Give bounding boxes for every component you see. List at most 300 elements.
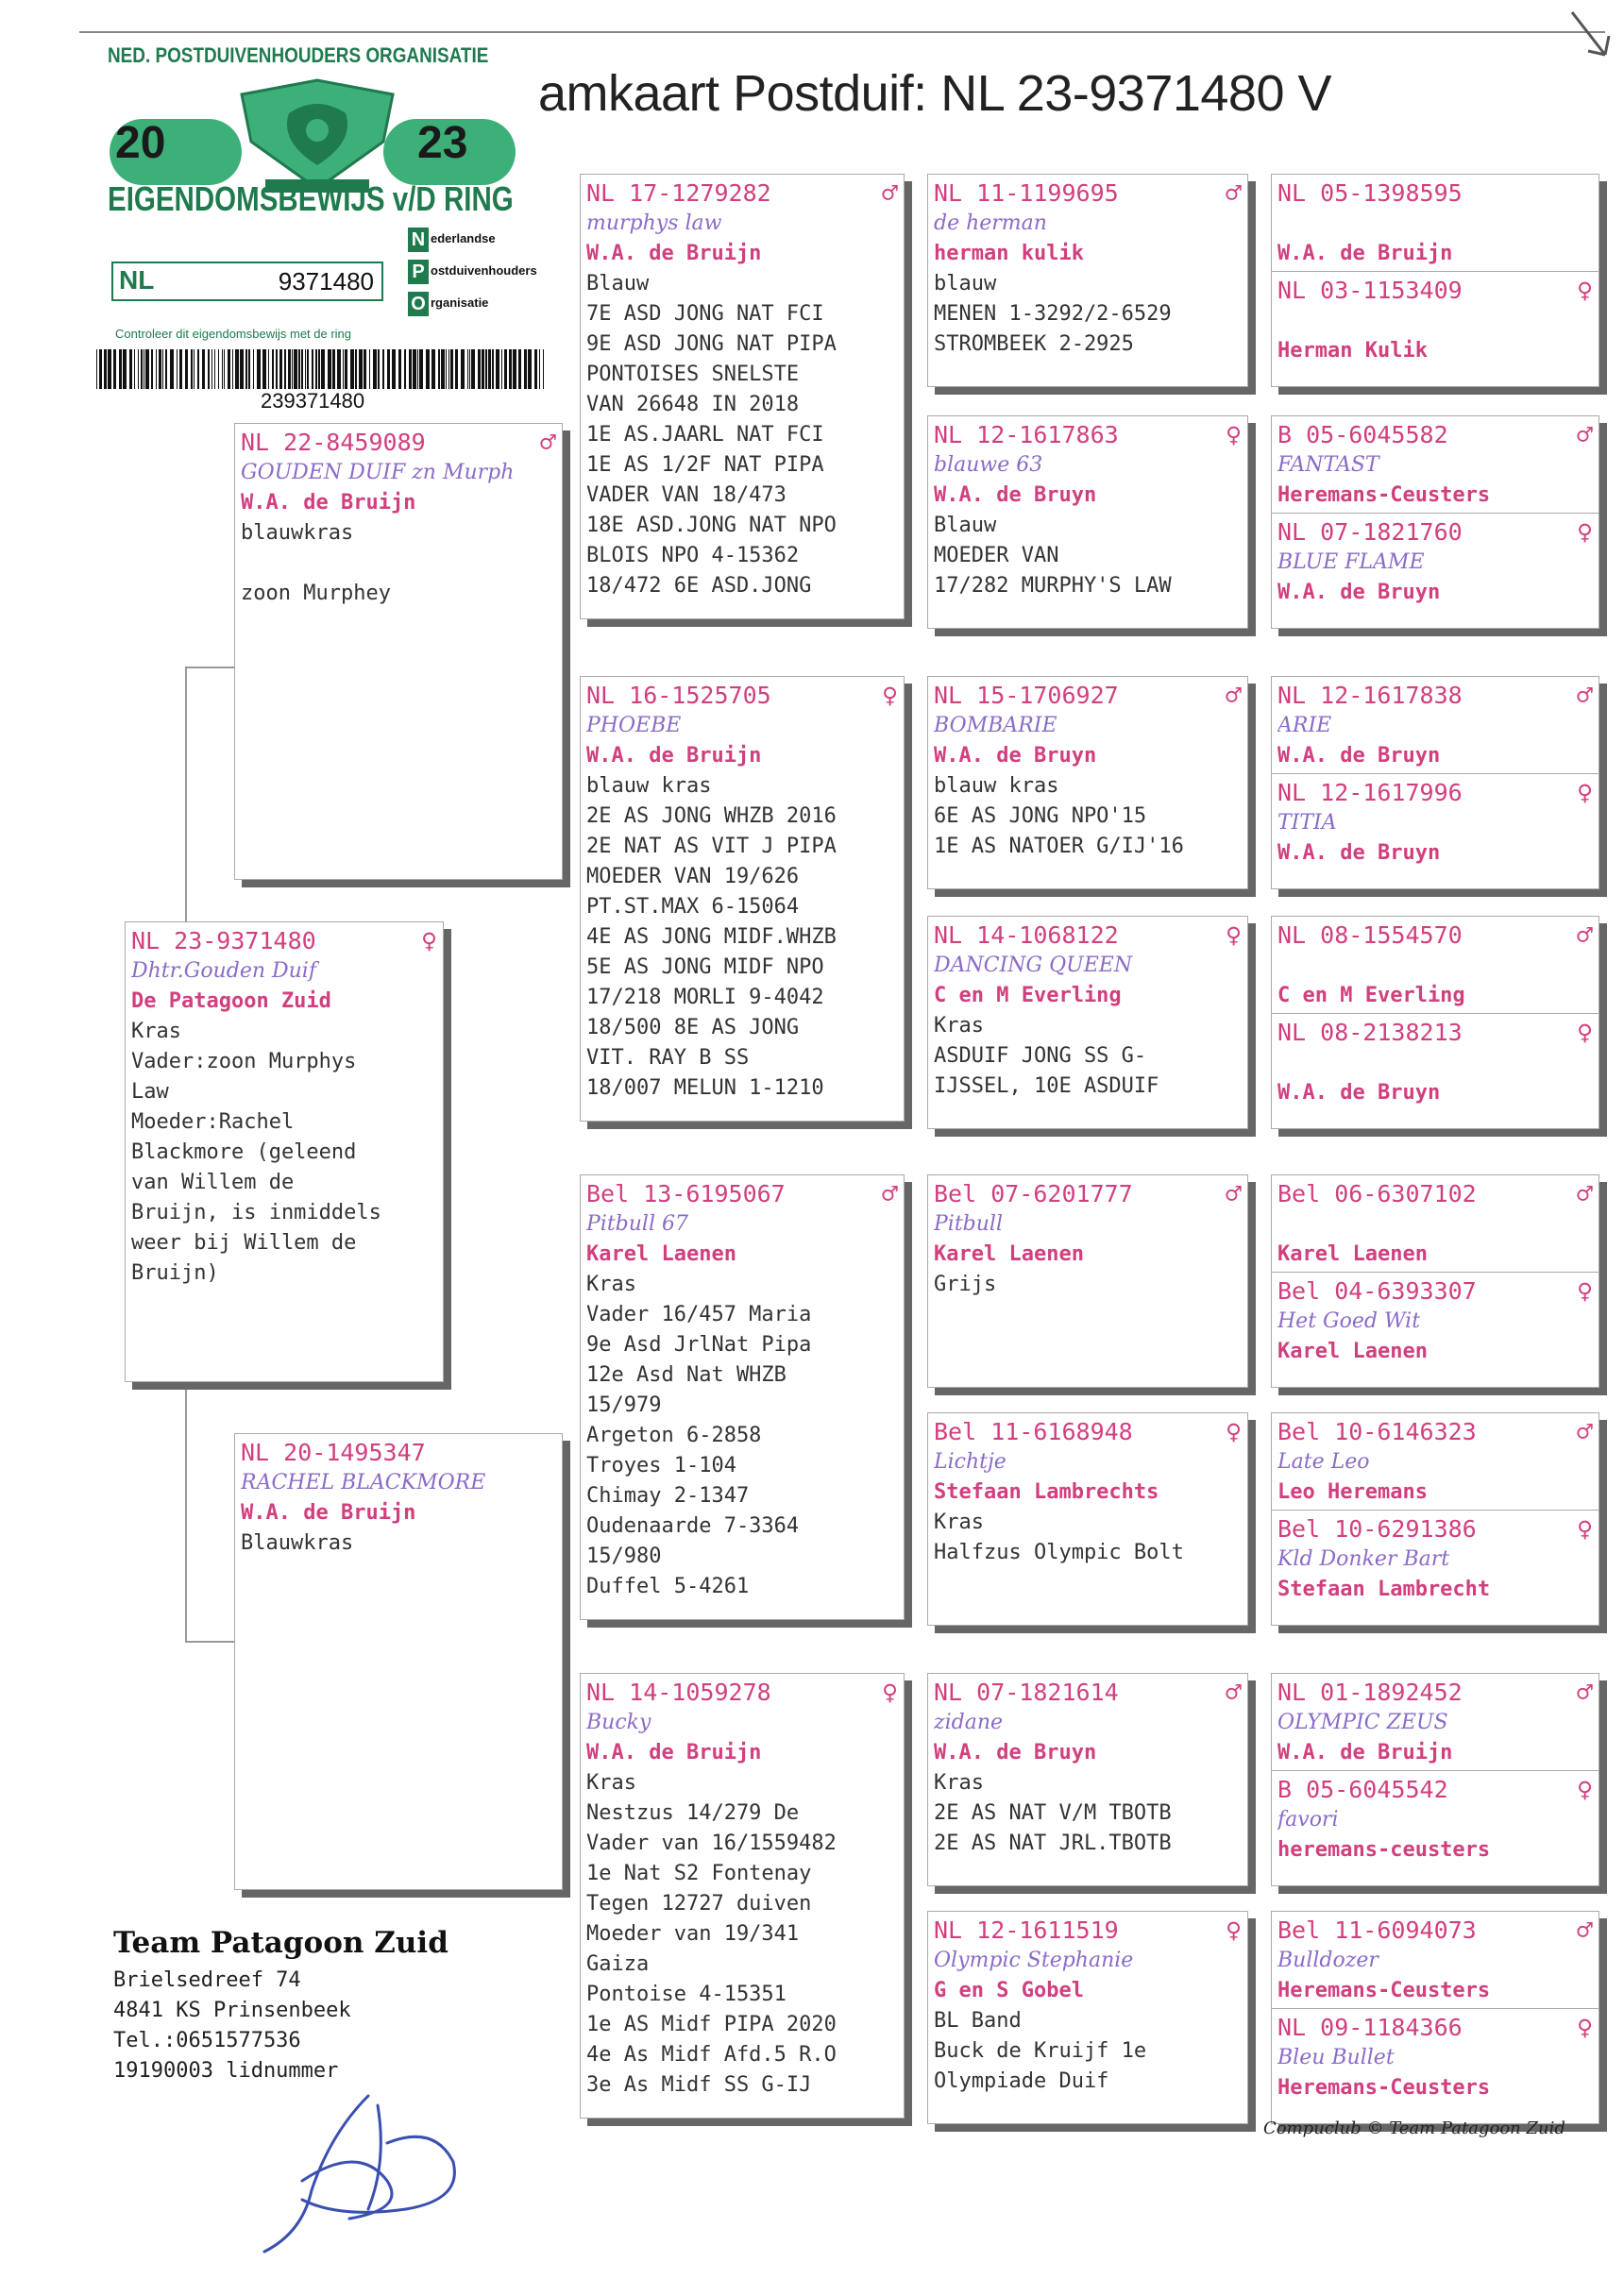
gen4-separator: [1272, 1770, 1599, 1771]
info-line: 15/980: [586, 1545, 662, 1568]
barcode-bar: [113, 349, 116, 389]
info-line: 15/979: [586, 1393, 662, 1417]
breeder-info: [113, 1926, 448, 2086]
barcode-bar: [298, 349, 300, 389]
owner-name: heremans-ceusters: [1277, 1838, 1491, 1862]
info-line: 1E AS NATOER G/IJ'16: [934, 835, 1184, 858]
gen4-sire: [1277, 919, 1593, 1011]
barcode-bar: [138, 349, 139, 389]
info-line: 1E AS.JAARL NAT FCI: [586, 423, 824, 447]
certificate-control-text: Controleer dit eigendomsbewijs met de ring: [115, 327, 352, 341]
ring-line: [934, 1676, 1242, 1708]
owner-name: herman kulik: [934, 242, 1084, 265]
info-line: Kras: [131, 1020, 181, 1043]
info-line: Vader van 16/1559482: [586, 1832, 837, 1855]
info-line: Troyes 1-104: [586, 1454, 736, 1477]
owner-name: W.A. de Bruijn: [586, 242, 762, 265]
spacer: [1277, 209, 1593, 239]
pigeon-name: DANCING QUEEN: [934, 954, 1133, 977]
barcode-bar: [268, 349, 269, 389]
barcode-bar: [134, 349, 135, 389]
sex-symbol: ♀: [1577, 274, 1593, 306]
barcode-bar: [294, 349, 297, 389]
gen4-sire: [1277, 177, 1593, 269]
info-line: BLOIS NPO 4-15362: [586, 544, 800, 567]
barcode-bar: [119, 349, 122, 389]
info-line: 7E ASD JONG NAT FCI: [586, 302, 824, 326]
owner-name: W.A. de Bruyn: [1277, 841, 1441, 865]
owner-name: Herman Kulik: [1277, 339, 1428, 363]
gen4-dam: [1277, 515, 1593, 608]
owner-name: G en S Gobel: [934, 1979, 1084, 2002]
owner-name: Karel Laenen: [1277, 1340, 1428, 1363]
barcode-bar: [129, 349, 132, 389]
barcode-bar: [482, 349, 484, 389]
pedigree-box-gen4: [1271, 1911, 1599, 2124]
barcode-bar: [509, 349, 512, 389]
sex-symbol: ♂: [1226, 679, 1242, 711]
ring-number: Bel 11-6094073: [1277, 1916, 1477, 1944]
info-line: MOEDER VAN: [934, 544, 1059, 567]
spacer: [1277, 1209, 1593, 1240]
sex-symbol: ♀: [1577, 1016, 1593, 1048]
npo-letter-n: N: [408, 228, 429, 252]
owner-name: Stefaan Lambrecht: [1277, 1578, 1491, 1601]
owner-name: Leo Heremans: [1277, 1480, 1428, 1504]
pigeon-name: murphys law: [586, 211, 722, 235]
barcode-bar: [321, 349, 325, 389]
owner-name: C en M Everling: [1277, 984, 1465, 1007]
info-line: Kras: [586, 1273, 636, 1296]
info-line: 18E ASD.JONG NAT NPO: [586, 514, 837, 537]
certificate-country: NL: [119, 265, 155, 295]
pigeon-name: ARIE: [1277, 714, 1332, 737]
ring-number: Bel 11-6168948: [934, 1417, 1133, 1445]
barcode-bar: [469, 349, 470, 389]
barcode-bar: [378, 349, 380, 389]
barcode-bar: [369, 349, 370, 389]
barcode-bar: [534, 349, 537, 389]
ring-number: Bel 04-6393307: [1277, 1276, 1477, 1305]
info-line: 9e Asd JrlNat Pipa: [586, 1333, 812, 1357]
gen4-dam: [1277, 1773, 1593, 1866]
info-line: Kras: [934, 1511, 984, 1534]
info-line: 2E NAT AS VIT J PIPA: [586, 835, 837, 858]
barcode-bar: [392, 349, 396, 389]
ring-line: [1277, 1016, 1593, 1048]
info-line: Oudenaarde 7-3364: [586, 1514, 800, 1538]
npo-line-3: rganisatie: [431, 295, 489, 310]
barcode-bar: [108, 349, 111, 389]
ring-line: [934, 919, 1242, 951]
pedigree-box-dam: [234, 1433, 563, 1890]
barcode-bar: [350, 349, 354, 389]
certificate-year-left: 20: [115, 118, 166, 168]
info-line: 18/472 6E ASD.JONG: [586, 574, 812, 598]
info-line: PONTOISES SNELSTE: [586, 363, 800, 386]
info-line: Blauwkras: [241, 1531, 354, 1555]
pedigree-box-sds: [927, 676, 1248, 889]
barcode-bar: [301, 349, 303, 389]
info-line: Gaiza: [586, 1952, 650, 1976]
ring-number: NL 14-1068122: [934, 920, 1119, 949]
ring-line: [934, 177, 1242, 209]
owner-name: W.A. de Bruyn: [934, 744, 1097, 768]
barcode-bar: [99, 349, 102, 389]
owner-name: Heremans-Ceusters: [1277, 1979, 1491, 2002]
pigeon-name: PHOEBE: [586, 714, 682, 737]
ring-number: Bel 06-6307102: [1277, 1179, 1477, 1207]
spacer: [1277, 951, 1593, 981]
ring-line: [934, 1914, 1242, 1946]
team-name: Team Patagoon Zuid: [113, 1926, 448, 1960]
pedigree-box-subject: [125, 921, 444, 1382]
gen4-sire: [1277, 679, 1593, 771]
ring-line: [1277, 515, 1593, 548]
ring-number: NL 12-1617838: [1277, 681, 1463, 709]
ring-line: [1277, 1773, 1593, 1805]
ring-line: [586, 679, 898, 711]
info-line: 2E AS NAT V/M TBOTB: [934, 1801, 1172, 1825]
sex-symbol: ♂: [882, 1177, 898, 1209]
barcode-bar: [373, 349, 377, 389]
corner-arrow-mark: [1567, 8, 1615, 64]
info-line: Bruijn, is inmiddels: [131, 1201, 381, 1224]
ring-number: Bel 10-6146323: [1277, 1417, 1477, 1445]
ring-number: NL 03-1153409: [1277, 276, 1463, 304]
info-line: 2E AS NAT JRL.TBOTB: [934, 1832, 1172, 1855]
ring-line: [1277, 2011, 1593, 2043]
barcode-bar: [288, 349, 291, 389]
barcode-bar: [387, 349, 390, 389]
ring-number: NL 08-1554570: [1277, 920, 1463, 949]
info-line: VIT. RAY B SS: [586, 1046, 750, 1070]
ring-line: [1277, 919, 1593, 951]
info-line: blauwkras: [241, 521, 354, 545]
ring-line: [586, 177, 898, 209]
sex-symbol: ♀: [1577, 776, 1593, 808]
barcode-bar: [404, 349, 406, 389]
sex-symbol: ♀: [1577, 515, 1593, 548]
pigeon-name: favori: [1277, 1808, 1339, 1832]
info-line: Blauw: [586, 272, 650, 295]
barcode-bar: [513, 349, 516, 389]
info-line: 17/282 MURPHY'S LAW: [934, 574, 1172, 598]
pigeon-name: Bulldozer: [1277, 1949, 1379, 1972]
pigeon-name: Lichtje: [934, 1450, 1007, 1474]
pigeon-name: TITIA: [1277, 811, 1337, 835]
barcode-bar: [539, 349, 540, 389]
info-line: Chimay 2-1347: [586, 1484, 750, 1508]
sex-symbol: ♂: [1226, 1177, 1242, 1209]
owner-name: W.A. de Bruijn: [241, 491, 416, 515]
gen4-separator: [1272, 271, 1599, 272]
ring-number: NL 22-8459089: [241, 428, 426, 456]
barcode-bar: [524, 349, 527, 389]
info-line: 2E AS JONG WHZB 2016: [586, 804, 837, 828]
pigeon-name: de herman: [934, 211, 1047, 235]
sex-symbol: ♂: [540, 426, 556, 458]
info-line: Pontoise 4-15351: [586, 1983, 787, 2006]
info-line: zoon Murphey: [241, 582, 391, 605]
barcode-bar: [292, 349, 293, 389]
info-line: Nestzus 14/279 De: [586, 1801, 800, 1825]
info-line: blauw: [934, 272, 997, 295]
barcode-bar: [315, 349, 317, 389]
ring-number: NL 12-1611519: [934, 1916, 1119, 1944]
pedigree-box-sdd: [927, 916, 1248, 1129]
gen4-separator: [1272, 1013, 1599, 1014]
sex-symbol: ♂: [1577, 679, 1593, 711]
sex-symbol: ♂: [1577, 418, 1593, 450]
owner-name: W.A. de Bruyn: [934, 1741, 1097, 1764]
barcode-bar: [224, 349, 225, 389]
pigeon-name: BLUE FLAME: [1277, 550, 1425, 574]
info-line: Vader:zoon Murphys: [131, 1050, 357, 1073]
ring-number: Bel 07-6201777: [934, 1179, 1133, 1207]
sex-symbol: ♂: [1577, 1676, 1593, 1708]
barcode-bar: [448, 349, 449, 389]
barcode-bar: [194, 349, 195, 389]
ring-number: NL 01-1892452: [1277, 1678, 1463, 1706]
barcode-bar: [179, 349, 182, 389]
pedigree-box-gen4: [1271, 916, 1599, 1129]
pigeon-name: Bleu Bullet: [1277, 2046, 1395, 2069]
top-rule: [79, 31, 1605, 33]
barcode-bar: [272, 349, 274, 389]
pedigree-box-sss: [927, 174, 1248, 387]
owner-name: W.A. de Bruijn: [586, 1741, 762, 1764]
sex-symbol: ♀: [1226, 418, 1242, 450]
info-line: 1E AS 1/2F NAT PIPA: [586, 453, 824, 477]
sex-symbol: ♀: [1577, 2011, 1593, 2043]
pigeon-name: FANTAST: [1277, 453, 1379, 477]
barcode-bar: [318, 349, 320, 389]
info-line: Moeder:Rachel: [131, 1110, 295, 1134]
info-line: IJSSEL, 10E ASDUIF: [934, 1074, 1159, 1098]
barcode-bar: [197, 349, 199, 389]
ring-line: [241, 426, 556, 458]
barcode-bar: [419, 349, 423, 389]
ring-number: Bel 10-6291386: [1277, 1514, 1477, 1543]
pedigree-box-ss: [580, 174, 905, 619]
barcode-bar: [543, 349, 544, 389]
info-line: Moeder van 19/341: [586, 1922, 800, 1946]
barcode-bar: [398, 349, 401, 389]
ring-number: NL 14-1059278: [586, 1678, 771, 1706]
barcode-number: 239371480: [261, 389, 365, 413]
connector-sire-h: [185, 667, 234, 668]
ring-number: NL 12-1617863: [934, 420, 1119, 448]
pigeon-name: Het Goed Wit: [1277, 1309, 1421, 1333]
ring-line: [586, 1177, 898, 1209]
barcode-bar: [345, 349, 347, 389]
ring-line: [934, 1177, 1242, 1209]
info-line: VAN 26648 IN 2018: [586, 393, 800, 416]
ring-line: [1277, 274, 1593, 306]
gen4-dam: [1277, 1275, 1593, 1367]
barcode-bar: [364, 349, 366, 389]
owner-name: W.A. de Bruijn: [586, 744, 762, 768]
certificate-year-right: 23: [417, 118, 468, 168]
pedigree-box-dds: [927, 1673, 1248, 1886]
barcode-bar: [141, 349, 143, 389]
info-line: 3e As Midf SS G-IJ: [586, 2073, 812, 2097]
owner-name: Heremans-Ceusters: [1277, 2076, 1491, 2100]
owner-name: W.A. de Bruijn: [1277, 242, 1453, 265]
connector-dam-h: [185, 1641, 234, 1643]
barcode-bar: [471, 349, 475, 389]
barcode-bar: [279, 349, 282, 389]
pedigree-box-dss: [927, 1174, 1248, 1388]
gen4-dam: [1277, 2011, 1593, 2103]
pedigree-box-gen4: [1271, 415, 1599, 629]
info-line: 1e AS Midf PIPA 2020: [586, 2013, 837, 2036]
pedigree-box-dd: [580, 1673, 905, 2119]
barcode-bar: [162, 349, 163, 389]
ring-line: [1277, 1415, 1593, 1447]
certificate-organisation: NED. POSTDUIVENHOUDERS ORGANISATIE: [108, 43, 489, 67]
owner-name: Heremans-Ceusters: [1277, 483, 1491, 507]
certificate-title: EIGENDOMSBEWIJS v/D RING: [108, 179, 514, 218]
info-line: ASDUIF JONG SS G-: [934, 1044, 1147, 1068]
ring-line: [1277, 418, 1593, 450]
info-line: Duffel 5-4261: [586, 1575, 750, 1598]
barcode-bar: [431, 349, 435, 389]
barcode-bar: [185, 349, 188, 389]
pigeon-name: BOMBARIE: [934, 714, 1057, 737]
sex-symbol: ♂: [882, 177, 898, 209]
info-line: Buck de Kruijf 1e: [934, 2039, 1147, 2063]
ring-number: B 05-6045542: [1277, 1775, 1448, 1803]
connector-sire: [185, 667, 187, 931]
pedigree-box-ssd: [927, 415, 1248, 629]
barcode-bar: [461, 349, 465, 389]
spacer: [1277, 1048, 1593, 1078]
ring-number: NL 05-1398595: [1277, 178, 1463, 207]
info-line: Vader 16/457 Maria: [586, 1303, 812, 1326]
barcode-bar: [214, 349, 215, 389]
barcode-bar: [355, 349, 357, 389]
owner-name: Karel Laenen: [1277, 1242, 1428, 1266]
certificate-ring-number: 9371480: [278, 267, 374, 295]
info-line: 6E AS JONG NPO'15: [934, 804, 1147, 828]
info-line: Kras: [934, 1014, 984, 1038]
pedigree-box-sire: [234, 423, 563, 880]
pigeon-name: Dhtr.Gouden Duif: [131, 959, 316, 983]
sex-symbol: ♀: [882, 1676, 898, 1708]
barcode-bar: [478, 349, 481, 389]
npo-line-1: ederlandse: [431, 231, 496, 245]
info-line: 4e As Midf Afd.5 R.O: [586, 2043, 837, 2067]
info-line: 5E AS JONG MIDF NPO: [586, 955, 824, 979]
barcode-bar: [446, 349, 447, 389]
barcode-bar: [305, 349, 306, 389]
barcode-bar: [488, 349, 491, 389]
barcode-bar: [170, 349, 174, 389]
ring-number: NL 16-1525705: [586, 681, 771, 709]
pedigree-box-sd: [580, 676, 905, 1122]
info-line: BL Band: [934, 2009, 1022, 2033]
sex-symbol: ♂: [1226, 177, 1242, 209]
barcode-bar: [123, 349, 127, 389]
gen4-separator: [1272, 513, 1599, 514]
barcode-bar: [332, 349, 335, 389]
barcode-bar: [245, 349, 247, 389]
barcode-bar: [208, 349, 210, 389]
ring-number: NL 15-1706927: [934, 681, 1119, 709]
info-line: 18/007 MELUN 1-1210: [586, 1076, 824, 1100]
barcode-bar: [518, 349, 521, 389]
ring-number: NL 12-1617996: [1277, 778, 1463, 806]
info-line: PT.ST.MAX 6-15064: [586, 895, 800, 919]
pedigree-box-gen4: [1271, 676, 1599, 889]
info-line: 18/500 8E AS JONG: [586, 1016, 800, 1039]
certificate-ring-box: [111, 262, 383, 301]
gen4-sire: [1277, 1177, 1593, 1270]
info-line: Tegen 12727 duiven: [586, 1892, 812, 1916]
barcode-bar: [240, 349, 244, 389]
ring-number: B 05-6045582: [1277, 420, 1448, 448]
info-line: Law: [131, 1080, 169, 1104]
sex-symbol: ♀: [1577, 1512, 1593, 1545]
gen4-sire: [1277, 1914, 1593, 2006]
signature: [245, 2068, 491, 2266]
sex-symbol: ♀: [1577, 1275, 1593, 1307]
ring-number: NL 11-1199695: [934, 178, 1119, 207]
info-line: Halfzus Olympic Bolt: [934, 1541, 1184, 1564]
barcode-bar: [504, 349, 507, 389]
info-line: Grijs: [934, 1273, 997, 1296]
ring-line: [1277, 177, 1593, 209]
ring-line: [1277, 1676, 1593, 1708]
ring-line: [1277, 1275, 1593, 1307]
info-line: 9E ASD JONG NAT PIPA: [586, 332, 837, 356]
info-line: Olympiade Duif: [934, 2069, 1109, 2093]
info-line: 4E AS JONG MIDF.WHZB: [586, 925, 837, 949]
info-line: Blauw: [934, 514, 997, 537]
connector-dam: [185, 1378, 187, 1641]
member-number-line: 19190003 lidnummer: [113, 2059, 339, 2083]
gen4-separator: [1272, 1510, 1599, 1511]
gen4-separator: [1272, 773, 1599, 774]
owner-name: Stefaan Lambrechts: [934, 1480, 1159, 1504]
barcode-bar: [455, 349, 458, 389]
gen4-dam: [1277, 776, 1593, 869]
info-line: Kras: [586, 1771, 636, 1795]
barcode-bar: [343, 349, 344, 389]
spacer: [1277, 306, 1593, 336]
barcode-bar: [159, 349, 161, 389]
barcode-bar: [151, 349, 153, 389]
barcode-bar: [262, 349, 266, 389]
pedigree-box-dsd: [927, 1412, 1248, 1626]
gen4-dam: [1277, 1016, 1593, 1108]
ring-line: [1277, 1177, 1593, 1209]
barcode-bar: [409, 349, 412, 389]
barcode-bar: [528, 349, 532, 389]
sex-symbol: ♀: [1226, 1415, 1242, 1447]
info-line: 17/218 MORLI 9-4042: [586, 986, 824, 1009]
barcode-bar: [218, 349, 219, 389]
gen4-dam: [1277, 1512, 1593, 1605]
barcode-bar: [276, 349, 278, 389]
sex-symbol: ♂: [1226, 1676, 1242, 1708]
barcode-bar: [485, 349, 487, 389]
barcode-bar: [232, 349, 233, 389]
ring-number: NL 07-1821760: [1277, 517, 1463, 546]
ring-line: [1277, 776, 1593, 808]
